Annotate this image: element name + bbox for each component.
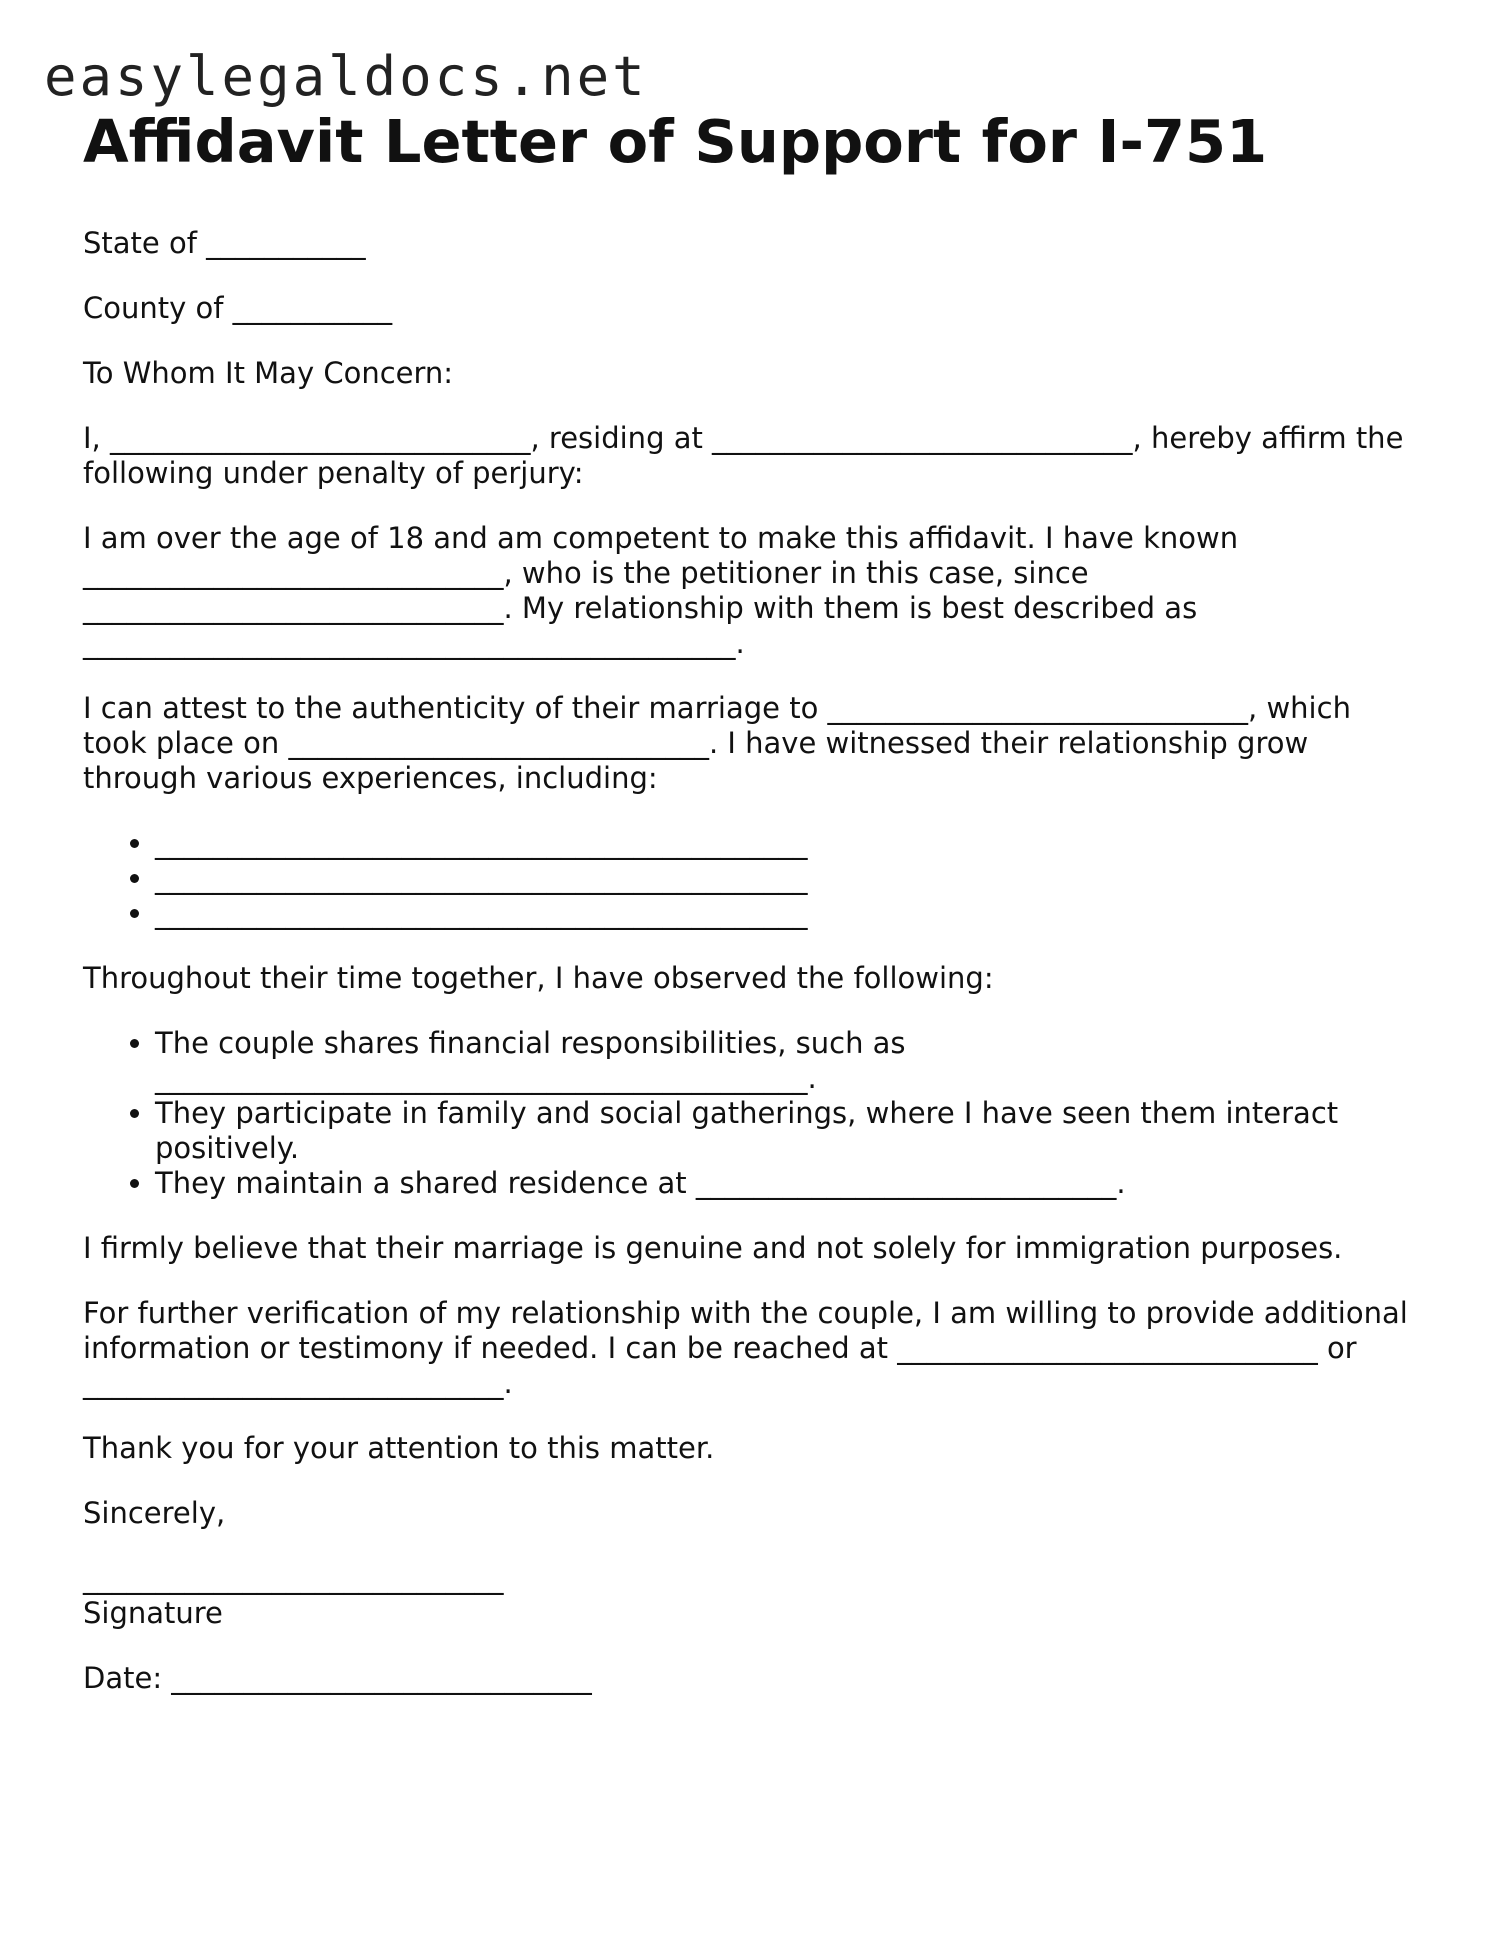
state-field: State of ___________	[83, 226, 366, 260]
thanks-line: Thank you for your attention to this matter.	[83, 1431, 715, 1465]
county-field: County of ___________	[83, 291, 393, 325]
marriage-attestation-paragraph: I can attest to the authenticity of their marriage to _____________________________, which took place on _____________________________. I have witnessed their relationship grow through various experiences, including:	[83, 691, 1351, 795]
document-title: Affidavit Letter of Support for I-751	[83, 107, 1268, 176]
observation-item: • The couple shares financial responsibilities, such as _____________________________________________.	[155, 1026, 1423, 1096]
closing-line: Sincerely,	[83, 1496, 226, 1530]
observations-list	[83, 1026, 1423, 1201]
signature-label: Signature	[83, 1596, 223, 1630]
observations-intro: Throughout their time together, I have observed the following:	[83, 961, 994, 995]
observation-item: • They participate in family and social gatherings, where I have seen them interact positively.	[155, 1096, 1423, 1166]
competency-paragraph: I am over the age of 18 and am competent to make this affidavit. I have known _____________________________, who is the petitioner in this case, since _____________________________. My relationship with them is best described as _____________________________________________.	[83, 521, 1239, 660]
experience-blank-item: • _____________________________________________	[155, 896, 1423, 931]
experience-blank-item: • _____________________________________________	[155, 861, 1423, 896]
date-field: Date: _____________________________	[83, 1661, 592, 1695]
experience-list	[83, 826, 1423, 931]
signature-line: _____________________________	[83, 1561, 504, 1595]
affirmation-paragraph: I, _____________________________, residing at _____________________________, hereby affirm the following under penalty of perjury:	[83, 421, 1404, 490]
document-page	[83, 108, 1423, 1726]
watermark-text: easylegaldocs.net	[44, 45, 648, 108]
belief-statement: I firmly believe that their marriage is genuine and not solely for immigration purposes.	[83, 1231, 1343, 1265]
experience-blank-item: • _____________________________________________	[155, 826, 1423, 861]
observation-item: • They maintain a shared residence at _____________________________.	[155, 1166, 1423, 1201]
verification-paragraph: For further verification of my relationship with the couple, I am willing to provide additional information or testimony if needed. I can be reached at _____________________________ or _____________________________.	[83, 1296, 1408, 1400]
signature-block	[83, 1561, 1423, 1696]
salutation: To Whom It May Concern:	[83, 356, 454, 390]
